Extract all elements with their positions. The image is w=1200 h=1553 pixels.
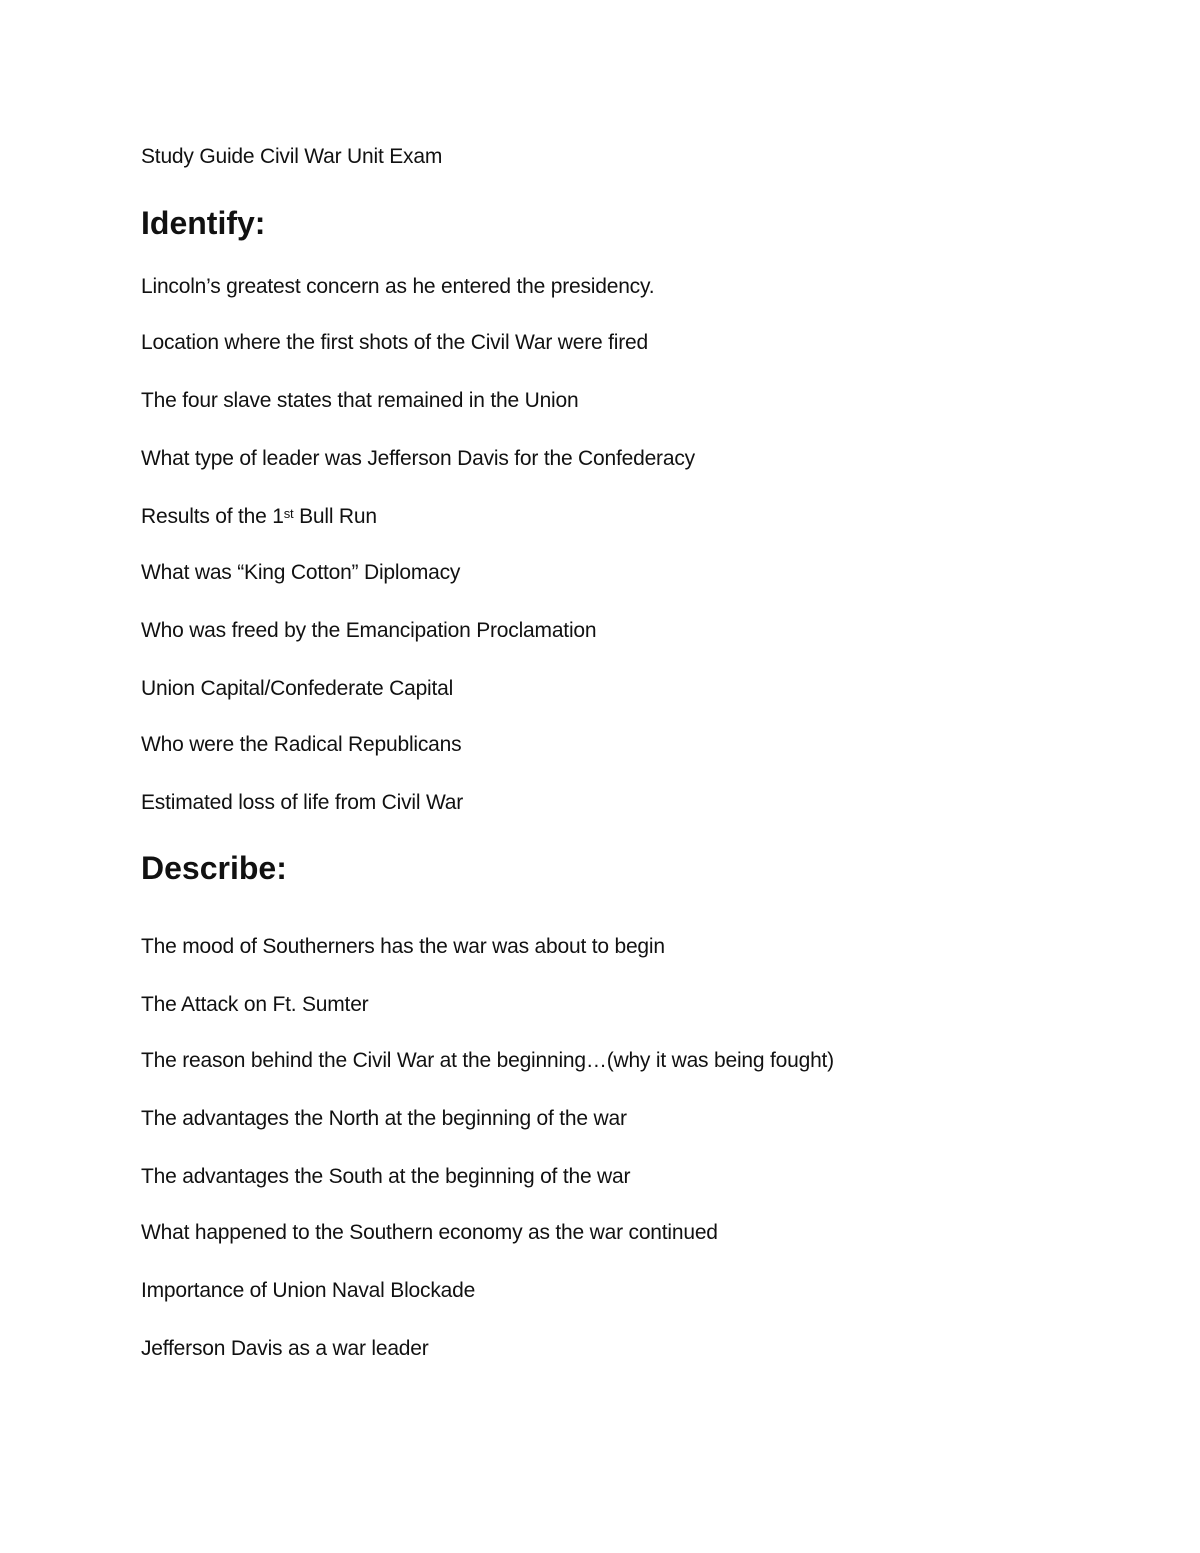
describe-item: The Attack on Ft. Sumter — [141, 993, 369, 1016]
results-tail: Bull Run — [293, 505, 377, 528]
identify-item: Union Capital/Confederate Capital — [141, 677, 454, 700]
identify-item: What was “King Cotton” Diplomacy — [141, 561, 461, 584]
describe-item: Importance of Union Naval Blockade — [141, 1279, 476, 1302]
ordinal-superscript: st — [283, 506, 294, 521]
document-title: Study Guide Civil War Unit Exam — [141, 145, 443, 168]
identify-item: Who was freed by the Emancipation Proclamation — [141, 619, 597, 642]
describe-item: The advantages the North at the beginning of the war — [141, 1107, 627, 1130]
describe-item: What happened to the Southern economy as the war continued — [141, 1221, 718, 1244]
describe-heading: Describe: — [141, 850, 287, 886]
results-text: Results of the 1 — [141, 505, 284, 528]
identify-item: Location where the first shots of the Civil War were fired — [141, 331, 649, 354]
describe-item: Jefferson Davis as a war leader — [141, 1337, 429, 1360]
describe-item: The reason behind the Civil War at the beginning…(why it was being fought) — [141, 1049, 834, 1072]
identify-item-results — [141, 504, 377, 530]
identify-item: Lincoln’s greatest concern as he entered the presidency. — [141, 275, 655, 298]
identify-item: Estimated loss of life from Civil War — [141, 791, 464, 814]
identify-heading: Identify: — [141, 205, 266, 241]
identify-item: The four slave states that remained in the Union — [141, 389, 579, 412]
describe-item: The mood of Southerners has the war was about to begin — [141, 935, 665, 958]
describe-item: The advantages the South at the beginning of the war — [141, 1165, 631, 1188]
identify-item: Who were the Radical Republicans — [141, 733, 462, 756]
identify-item: What type of leader was Jefferson Davis for the Confederacy — [141, 447, 695, 470]
